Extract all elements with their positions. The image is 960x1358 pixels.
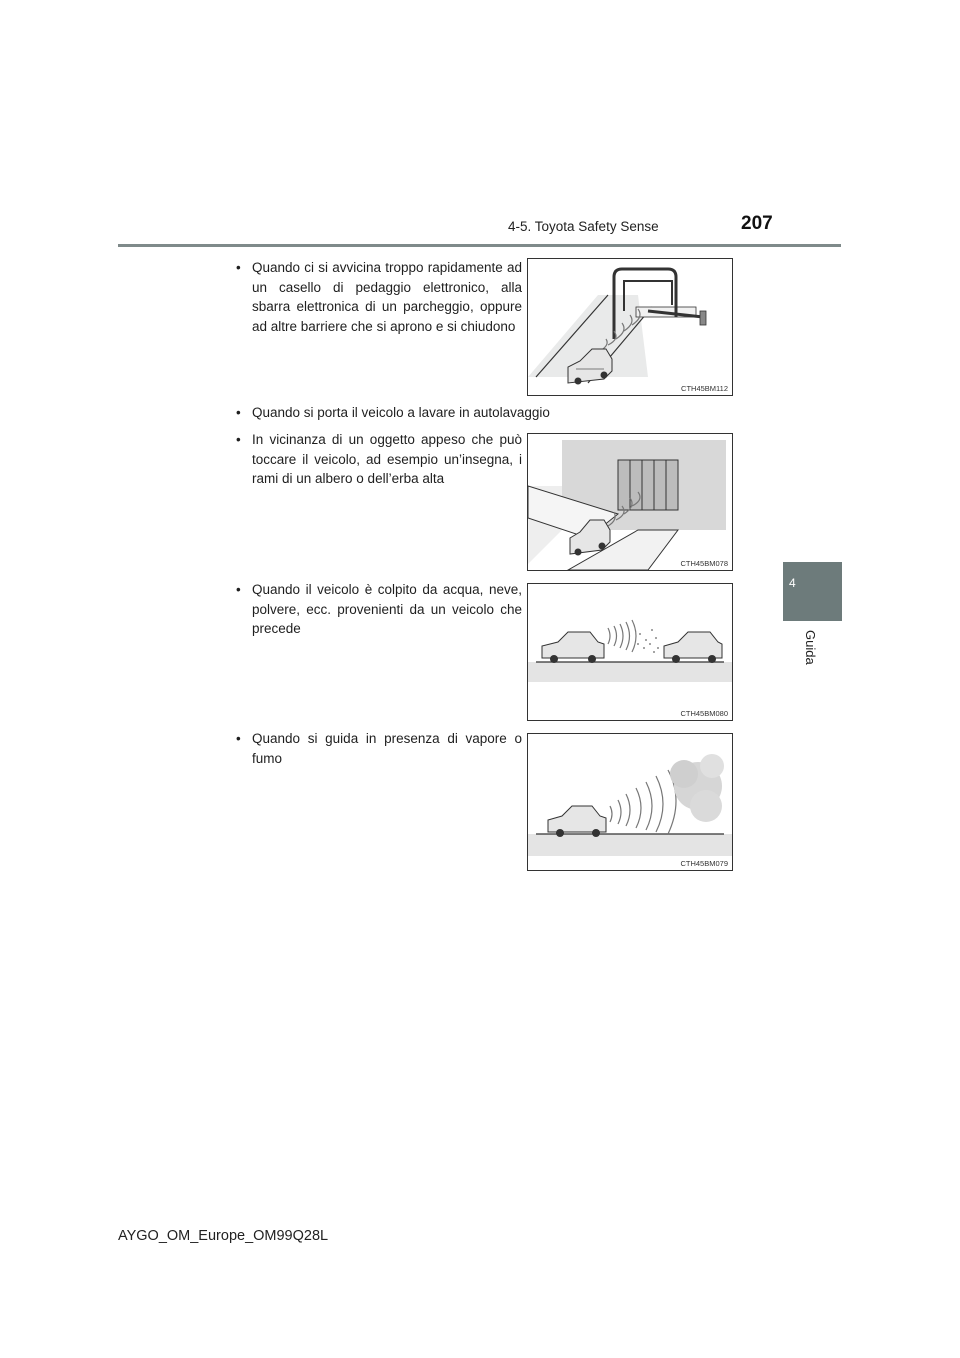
steam-illustration [528, 734, 732, 870]
bullet-dot: • [236, 432, 241, 447]
bullet-item [236, 403, 672, 423]
bullet-text: Quando si guida in presenza di vapore o fumo [252, 731, 522, 766]
spray-illustration [528, 584, 732, 720]
figure-steam [527, 733, 733, 871]
bullet-dot: • [236, 582, 241, 597]
page-number: 207 [741, 213, 773, 234]
bullet-text: Quando ci si avvicina troppo rapidamente ad un casello di pedaggio elettronico, alla sbarra elettronica di un parcheggio, oppure ad altre barriere che si aprono e si chiudono [252, 260, 522, 334]
figure-code: CTH45BM078 [680, 559, 728, 568]
section-title: 4-5. Toyota Safety Sense [508, 219, 659, 234]
figure-car-wash [527, 433, 733, 571]
bullet-dot: • [236, 260, 241, 275]
document-id: AYGO_OM_Europe_OM99Q28L [118, 1228, 329, 1244]
chapter-label: Guida [803, 630, 818, 665]
toll-gate-illustration [528, 259, 732, 395]
figure-code: CTH45BM080 [680, 709, 728, 718]
car-wash-illustration [528, 434, 732, 570]
bullet-text: Quando il veicolo è colpito da acqua, neve, polvere, ecc. provenienti da un veicolo che precede [252, 582, 522, 637]
bullet-item [236, 580, 522, 639]
figure-toll-gate [527, 258, 733, 396]
chapter-tab[interactable] [783, 562, 842, 621]
figure-code: CTH45BM112 [681, 384, 728, 393]
bullet-text: In vicinanza di un oggetto appeso che può toccare il veicolo, ad esempio un’insegna, i rami di un albero o dell’erba alta [252, 432, 522, 487]
figure-spray [527, 583, 733, 721]
bullet-item [236, 729, 522, 768]
bullet-dot: • [236, 731, 241, 746]
bullet-dot: • [236, 405, 241, 420]
chapter-number: 4 [789, 576, 796, 590]
bullet-item [236, 258, 522, 336]
figure-code: CTH45BM079 [680, 859, 728, 868]
header-divider [118, 244, 841, 247]
bullet-text: Quando si porta il veicolo a lavare in autolavaggio [252, 405, 550, 420]
bullet-item [236, 430, 522, 489]
